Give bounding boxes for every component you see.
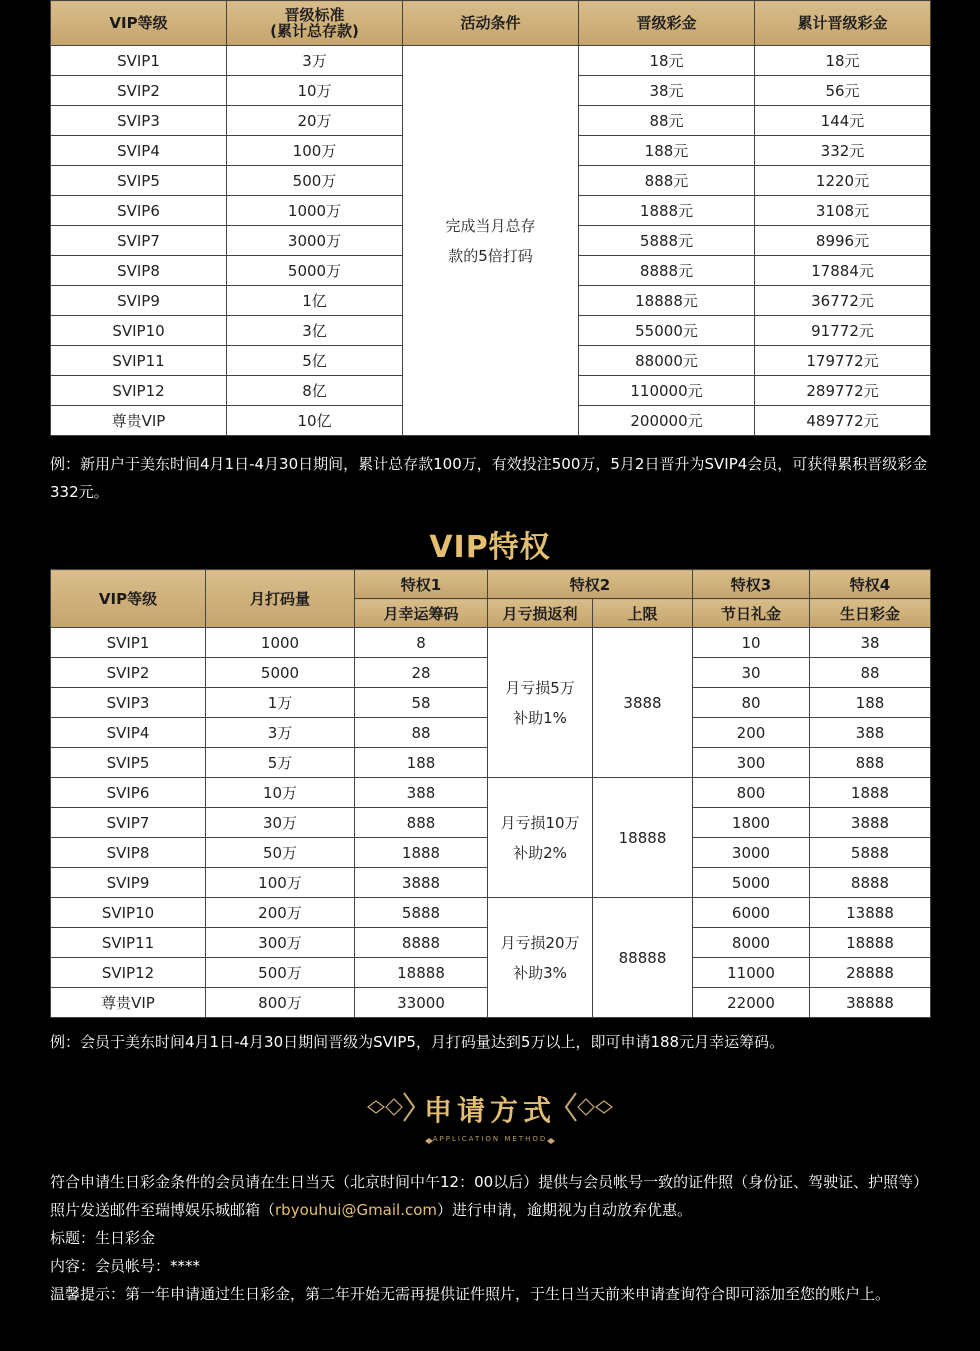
cell-holiday-gift: 800: [693, 778, 810, 808]
cell-bonus: 110000元: [579, 376, 755, 406]
cell-level: SVIP10: [51, 898, 206, 928]
cell-monthly-turnover: 5万: [206, 748, 355, 778]
cell-monthly-turnover: 10万: [206, 778, 355, 808]
cell-standard: 1亿: [227, 286, 403, 316]
cell-level: 尊贵VIP: [51, 406, 227, 436]
cell-lucky-chips: 388: [355, 778, 488, 808]
cell-cumulative: 3108元: [755, 196, 931, 226]
cell-standard: 100万: [227, 136, 403, 166]
cell-standard: 8亿: [227, 376, 403, 406]
cell-birthday-bonus: 1888: [810, 778, 931, 808]
cell-cumulative: 8996元: [755, 226, 931, 256]
cell-standard: 5000万: [227, 256, 403, 286]
cell-monthly-turnover: 30万: [206, 808, 355, 838]
cell-level: SVIP4: [51, 136, 227, 166]
cell-birthday-bonus: 13888: [810, 898, 931, 928]
rebate-line2: 补助3%: [513, 963, 567, 982]
rebate-line1: 月亏损10万: [500, 813, 580, 832]
header-upgrade-bonus: 晋级彩金: [579, 1, 755, 46]
cell-birthday-bonus: 28888: [810, 958, 931, 988]
cell-birthday-bonus: 3888: [810, 808, 931, 838]
upgrade-table-header: [51, 1, 931, 46]
cell-monthly-turnover: 300万: [206, 928, 355, 958]
cell-lucky-chips: 3888: [355, 868, 488, 898]
cell-bonus: 88000元: [579, 346, 755, 376]
rebate-line1: 月亏损20万: [500, 933, 580, 952]
upgrade-example-note: 例：新用户于美东时间4月1日-4月30日期间，累计总存款100万，有效投注500万，5月2日晋升为SVIP4会员，可获得累积晋级彩金332元。: [50, 455, 928, 501]
apply-text-after: ）进行申请，逾期视为自动放弃优惠。: [437, 1201, 693, 1219]
header-vip-level: VIP等级: [51, 1, 227, 46]
cell-level: SVIP7: [51, 226, 227, 256]
cell-monthly-turnover: 100万: [206, 868, 355, 898]
cell-bonus: 18元: [579, 46, 755, 76]
cell-level: SVIP9: [51, 868, 206, 898]
cell-lucky-chips: 888: [355, 808, 488, 838]
condition-line1: 完成当月总存: [445, 216, 536, 235]
header-privilege-3: 特权3: [693, 570, 810, 599]
cell-holiday-gift: 11000: [693, 958, 810, 988]
cell-level: SVIP5: [51, 166, 227, 196]
cell-level: SVIP8: [51, 256, 227, 286]
cell-bonus: 38元: [579, 76, 755, 106]
privilege-example-note: 例：会员于美东时间4月1日-4月30日期间晋级为SVIP5，月打码量达到5万以上，即可申请188元月幸运筹码。: [50, 1033, 785, 1051]
cell-level: SVIP8: [51, 838, 206, 868]
cell-bonus: 188元: [579, 136, 755, 166]
apply-text-before: 符合申请生日彩金条件的会员请在生日当天（北京时间中午12：00以后）提供与会员帐号一致的证件照（身份证、驾驶证、护照等）照片发送邮件至瑞博娱乐城邮箱（: [50, 1173, 929, 1219]
cell-birthday-bonus: 5888: [810, 838, 931, 868]
cell-standard: 10亿: [227, 406, 403, 436]
cell-cumulative: 1220元: [755, 166, 931, 196]
header-lucky-chips: 月幸运筹码: [355, 599, 488, 628]
cell-lucky-chips: 8: [355, 628, 488, 658]
cell-bonus: 888元: [579, 166, 755, 196]
cell-monthly-turnover: 800万: [206, 988, 355, 1018]
cell-standard: 10万: [227, 76, 403, 106]
cell-bonus: 18888元: [579, 286, 755, 316]
cell-birthday-bonus: 8888: [810, 868, 931, 898]
header-privilege-4: 特权4: [810, 570, 931, 599]
cell-birthday-bonus: 38888: [810, 988, 931, 1018]
cell-monthly-turnover: 50万: [206, 838, 355, 868]
cell-holiday-gift: 8000: [693, 928, 810, 958]
apply-instructions: [50, 1168, 930, 1308]
cell-birthday-bonus: 188: [810, 688, 931, 718]
cell-monthly-turnover: 500万: [206, 958, 355, 988]
cell-level: SVIP12: [51, 376, 227, 406]
vip-privilege-title: VIP特权: [429, 530, 551, 565]
cell-cumulative: 489772元: [755, 406, 931, 436]
privilege-row: [51, 778, 931, 808]
cell-cumulative: 18元: [755, 46, 931, 76]
cell-standard: 3000万: [227, 226, 403, 256]
header-condition: 活动条件: [403, 1, 579, 46]
cell-level: SVIP11: [51, 928, 206, 958]
cell-bonus: 88元: [579, 106, 755, 136]
cell-cumulative: 289772元: [755, 376, 931, 406]
upgrade-row: [51, 46, 931, 76]
cell-cumulative: 36772元: [755, 286, 931, 316]
apply-mail-title: 标题：生日彩金: [50, 1229, 156, 1247]
privilege-row: [51, 628, 931, 658]
cell-level: SVIP10: [51, 316, 227, 346]
cell-level: SVIP11: [51, 346, 227, 376]
cell-cumulative: 332元: [755, 136, 931, 166]
rebate-line2: 补助1%: [513, 708, 567, 727]
apply-email-link[interactable]: rbyouhui@Gmail.com: [275, 1201, 438, 1219]
cell-level: SVIP9: [51, 286, 227, 316]
header-cap: 上限: [593, 599, 693, 628]
cell-holiday-gift: 30: [693, 658, 810, 688]
cell-bonus: 5888元: [579, 226, 755, 256]
cell-birthday-bonus: 888: [810, 748, 931, 778]
cell-standard: 3亿: [227, 316, 403, 346]
cell-level: SVIP1: [51, 628, 206, 658]
cell-holiday-gift: 80: [693, 688, 810, 718]
apply-mail-content: 内容：会员帐号：****: [50, 1257, 201, 1275]
cell-lucky-chips: 58: [355, 688, 488, 718]
cell-level: SVIP6: [51, 196, 227, 226]
cell-level: SVIP3: [51, 688, 206, 718]
header-standard-line2: (累计总存款): [270, 22, 359, 40]
header-standard-line1: 晋级标准: [284, 6, 345, 24]
cell-monthly-turnover: 1000: [206, 628, 355, 658]
cell-birthday-bonus: 38: [810, 628, 931, 658]
cell-level: SVIP2: [51, 658, 206, 688]
privilege-header-row1: [51, 570, 931, 599]
header-privilege-1: 特权1: [355, 570, 488, 599]
header-upgrade-standard: [227, 1, 403, 46]
cell-bonus: 8888元: [579, 256, 755, 286]
cell-cumulative: 179772元: [755, 346, 931, 376]
cell-level: SVIP3: [51, 106, 227, 136]
rebate-line1: 月亏损5万: [505, 678, 575, 697]
cell-level: SVIP2: [51, 76, 227, 106]
cell-level: SVIP6: [51, 778, 206, 808]
cell-lucky-chips: 1888: [355, 838, 488, 868]
cell-cumulative: 17884元: [755, 256, 931, 286]
cell-bonus: 1888元: [579, 196, 755, 226]
apply-method-header: [200, 1085, 780, 1155]
cell-cumulative: 56元: [755, 76, 931, 106]
cell-lucky-chips: 188: [355, 748, 488, 778]
cell-standard: 5亿: [227, 346, 403, 376]
cell-level: 尊贵VIP: [51, 988, 206, 1018]
cell-condition: [403, 46, 579, 436]
cell-lucky-chips: 18888: [355, 958, 488, 988]
cell-holiday-gift: 10: [693, 628, 810, 658]
cell-level: SVIP5: [51, 748, 206, 778]
cell-level: SVIP4: [51, 718, 206, 748]
condition-line2: 款的5倍打码: [448, 246, 533, 265]
header-cumulative-bonus: 累计晋级彩金: [755, 1, 931, 46]
header-vip-level: VIP等级: [51, 570, 206, 628]
cell-monthly-turnover: 200万: [206, 898, 355, 928]
cell-bonus: 200000元: [579, 406, 755, 436]
cell-standard: 20万: [227, 106, 403, 136]
cell-level: SVIP7: [51, 808, 206, 838]
cell-birthday-bonus: 18888: [810, 928, 931, 958]
cell-standard: 1000万: [227, 196, 403, 226]
header-birthday-bonus: 生日彩金: [810, 599, 931, 628]
header-privilege-2: 特权2: [488, 570, 693, 599]
cell-cumulative: 91772元: [755, 316, 931, 346]
rebate-line2: 补助2%: [513, 843, 567, 862]
header-loss-rebate: 月亏损返利: [488, 599, 593, 628]
cell-loss-rebate: [488, 898, 593, 1018]
cell-monthly-turnover: 5000: [206, 658, 355, 688]
cell-holiday-gift: 6000: [693, 898, 810, 928]
cell-holiday-gift: 200: [693, 718, 810, 748]
cell-holiday-gift: 300: [693, 748, 810, 778]
cell-bonus: 55000元: [579, 316, 755, 346]
apply-tip: 温馨提示：第一年申请通过生日彩金，第二年开始无需再提供证件照片，于生日当天前来申请查询符合即可添加至您的账户上。: [50, 1285, 891, 1303]
privilege-row: [51, 898, 931, 928]
upgrade-table: [50, 0, 931, 436]
cell-loss-rebate: [488, 628, 593, 778]
cell-monthly-turnover: 1万: [206, 688, 355, 718]
cell-level: SVIP1: [51, 46, 227, 76]
cell-holiday-gift: 22000: [693, 988, 810, 1018]
header-monthly-turnover: 月打码量: [206, 570, 355, 628]
apply-method-title: 申请方式: [423, 1094, 556, 1127]
cell-standard: 3万: [227, 46, 403, 76]
apply-method-subtitle: APPLICATION METHOD: [432, 1135, 548, 1143]
cell-cap: 3888: [593, 628, 693, 778]
cell-birthday-bonus: 388: [810, 718, 931, 748]
cell-lucky-chips: 88: [355, 718, 488, 748]
cell-lucky-chips: 8888: [355, 928, 488, 958]
header-holiday-gift: 节日礼金: [693, 599, 810, 628]
cell-standard: 500万: [227, 166, 403, 196]
cell-lucky-chips: 33000: [355, 988, 488, 1018]
apply-paragraph: [50, 1168, 930, 1224]
cell-cumulative: 144元: [755, 106, 931, 136]
cell-cap: 88888: [593, 898, 693, 1018]
cell-loss-rebate: [488, 778, 593, 898]
cell-birthday-bonus: 88: [810, 658, 931, 688]
cell-lucky-chips: 28: [355, 658, 488, 688]
cell-level: SVIP12: [51, 958, 206, 988]
cell-monthly-turnover: 3万: [206, 718, 355, 748]
cell-holiday-gift: 3000: [693, 838, 810, 868]
privilege-table: [50, 569, 931, 1018]
cell-holiday-gift: 5000: [693, 868, 810, 898]
cell-cap: 18888: [593, 778, 693, 898]
cell-lucky-chips: 5888: [355, 898, 488, 928]
cell-holiday-gift: 1800: [693, 808, 810, 838]
